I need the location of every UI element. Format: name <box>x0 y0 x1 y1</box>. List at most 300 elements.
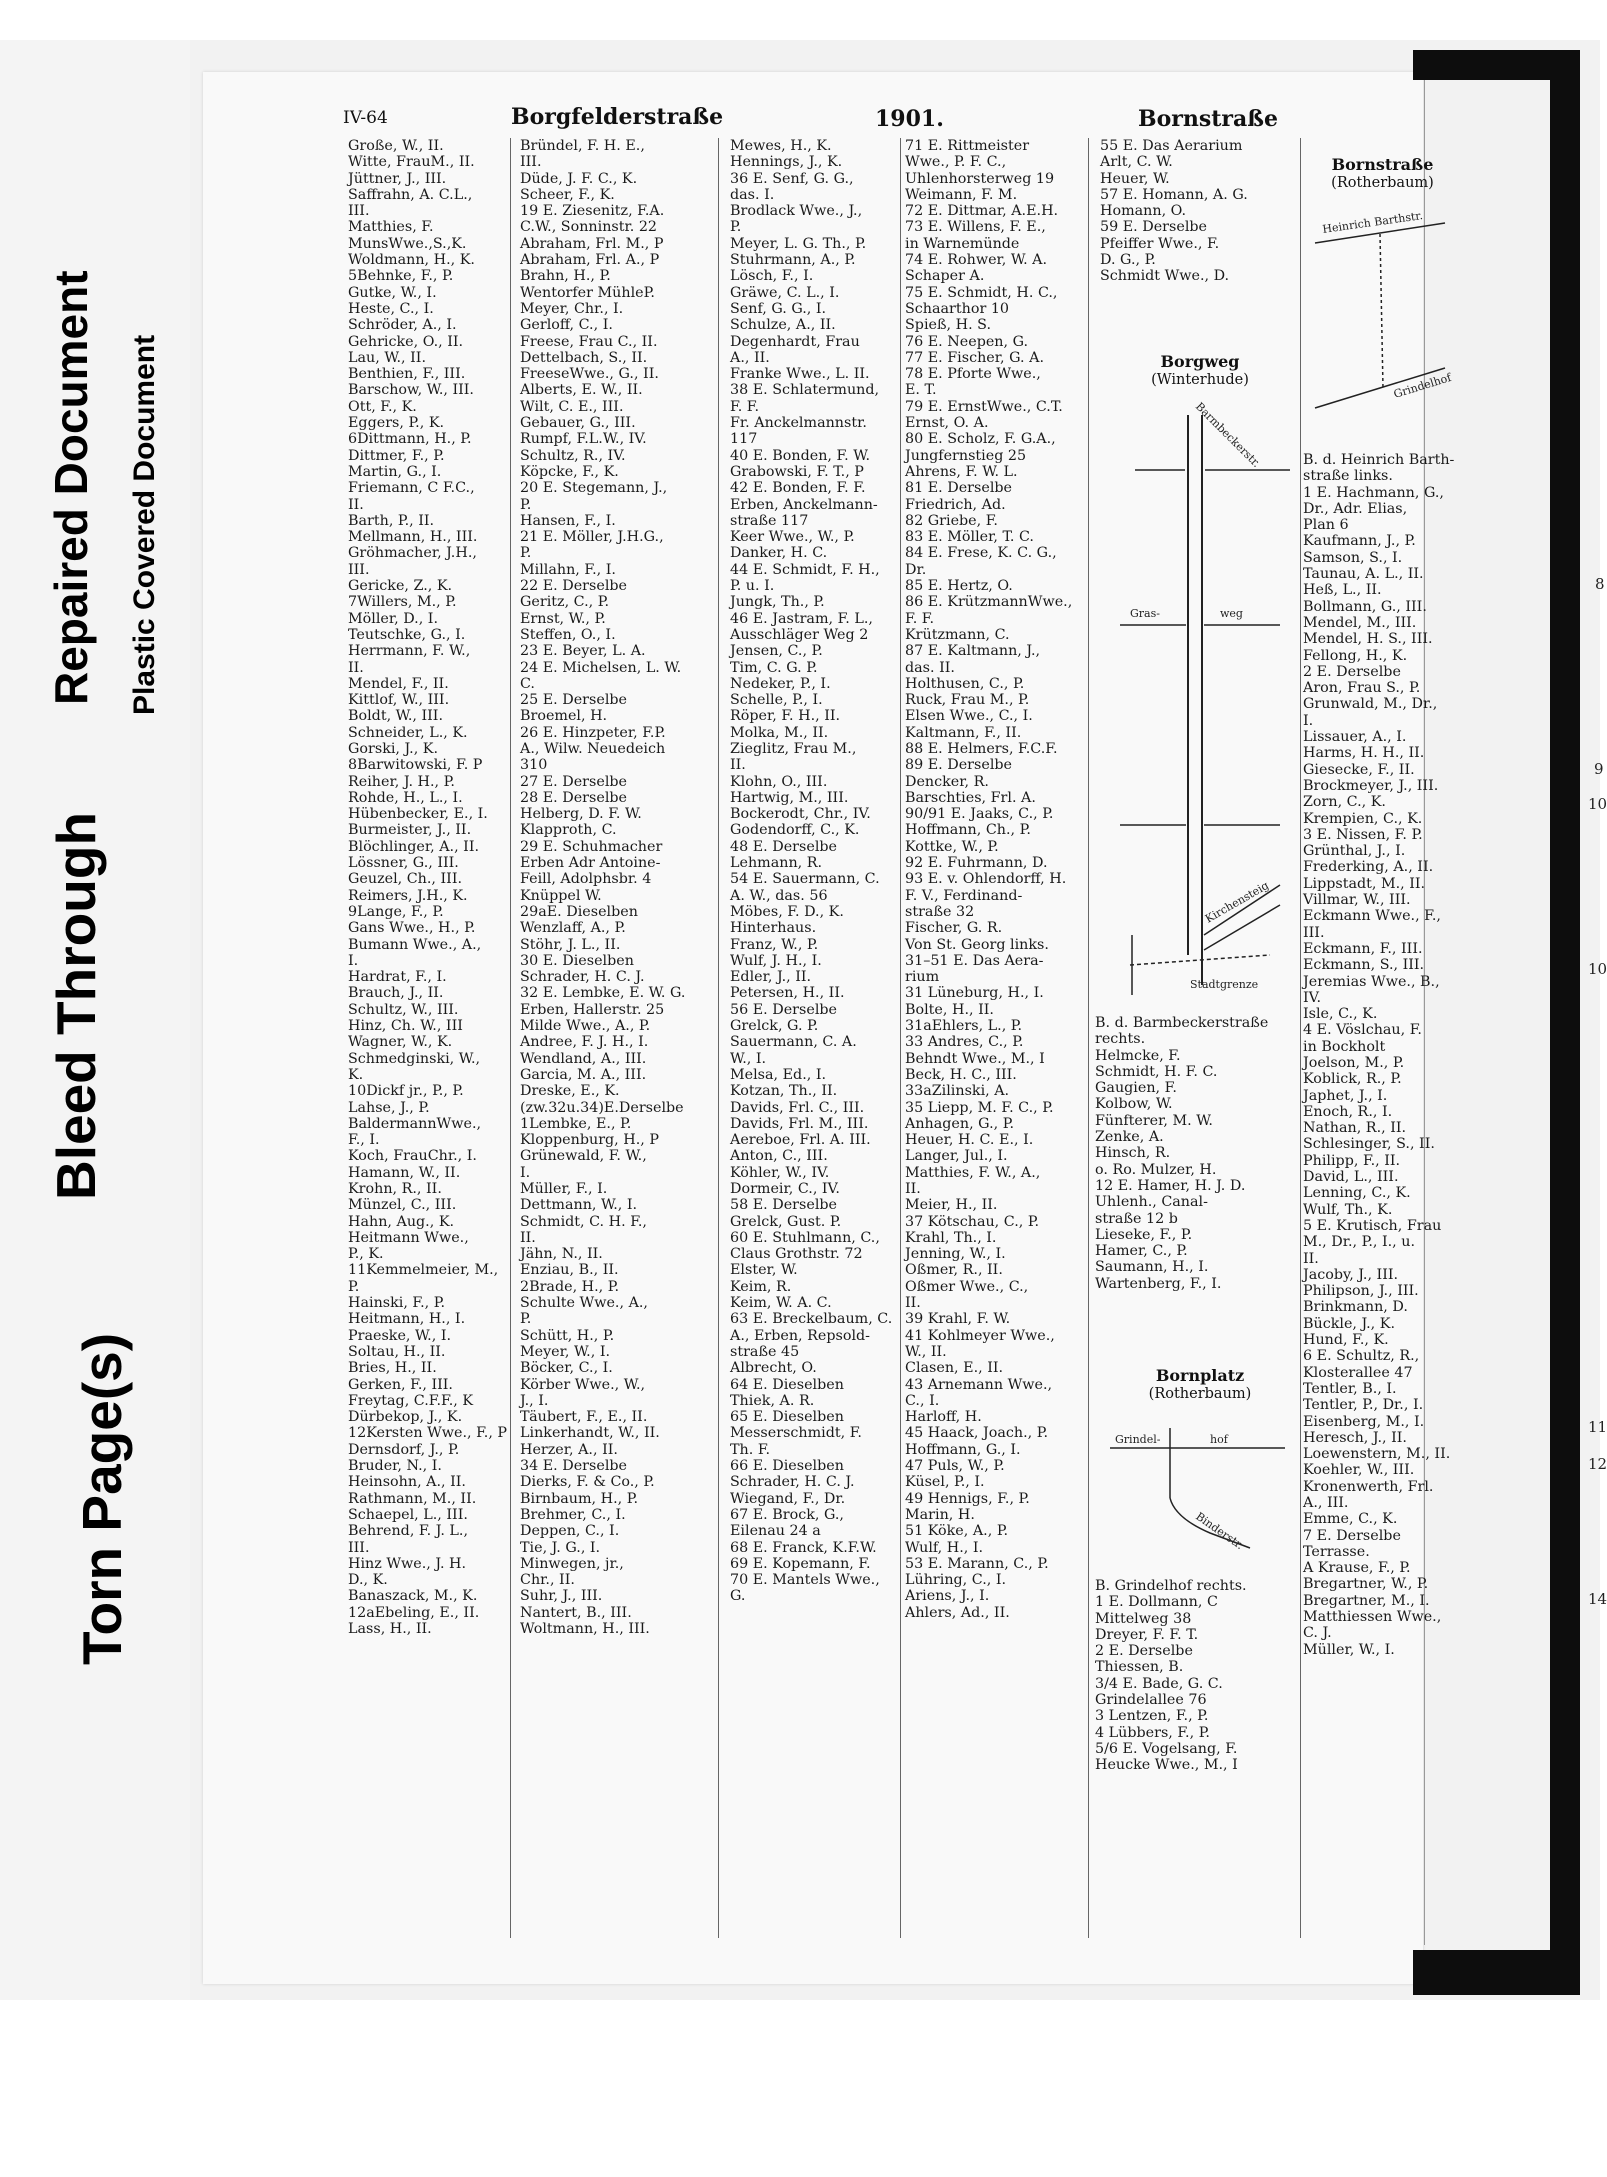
directory-entry-line: das. I. <box>730 186 775 203</box>
directory-entry-line: 58 E. Derselbe <box>730 1197 838 1214</box>
directory-entry-line: Suhr, J., III. <box>520 1588 603 1605</box>
directory-entry-line: 84 E. Frese, K. C. G., <box>905 545 1057 562</box>
directory-entry-line: das. II. <box>905 659 955 676</box>
directory-entry-line: Oßmer, R., II. <box>905 1262 1003 1279</box>
directory-entry-line: Benthien, F., III. <box>348 366 466 383</box>
directory-entry-line: 34 E. Derselbe <box>520 1458 628 1475</box>
directory-entry-line: 75 E. Schmidt, H. C., <box>905 284 1058 301</box>
directory-entry-line: Steffen, O., I. <box>520 626 616 643</box>
directory-entry-line: A., Wilw. Neuedeich <box>520 740 666 757</box>
directory-entry-line: Banaszack, M., K. <box>348 1588 478 1605</box>
directory-entry-line: Gröhmacher, J.H., <box>348 545 477 562</box>
directory-entry-line: Matthies, F. <box>348 219 434 236</box>
stamp-torn-pages: Torn Page(s) <box>71 1332 133 1665</box>
directory-entry-line: 46 E. Jastram, F. L., <box>730 610 873 627</box>
directory-entry-line: P. u. I. <box>730 578 775 595</box>
directory-entry-line: Albrecht, O. <box>730 1360 817 1377</box>
directory-entry-line: in Bockholt <box>1303 1038 1386 1055</box>
directory-entry-line: C. J. <box>1303 1625 1332 1642</box>
directory-entry-line: Ernst, O. A. <box>905 415 989 432</box>
directory-entry-line: Dormeir, C., IV. <box>730 1181 840 1197</box>
directory-entry-line: 79 E. ErnstWwe., C.T. <box>905 398 1063 415</box>
directory-entry-line: 33aZilinski, A. <box>905 1083 1010 1100</box>
directory-entry-line: Brodlack Wwe., J., <box>730 203 863 220</box>
directory-entry-line: Tie, J. G., I. <box>520 1539 601 1556</box>
stamp-bleed-through: Bleed Through <box>45 811 107 1200</box>
column-rule <box>1300 138 1301 1938</box>
directory-entry-line: 51 Köke, A., P. <box>905 1523 1009 1540</box>
directory-entry-line: Beck, H. C., III. <box>905 1066 1017 1083</box>
directory-entry-line: Feill, Adolphsbr. 4 <box>520 871 652 888</box>
directory-entry-line: Enziau, B., II. <box>520 1262 619 1279</box>
directory-entry-line: Schultz, W., III. <box>348 1001 459 1018</box>
directory-entry-line: Pfeiffer Wwe., F. <box>1100 235 1220 252</box>
directory-entry-line: 25 E. Derselbe <box>520 692 628 709</box>
bornplatz-subtitle: (Rotherbaum) <box>1148 1386 1252 1402</box>
directory-entry-line: Messerschmidt, F. <box>730 1425 862 1442</box>
directory-entry-line: 3 E. Nissen, F. P. <box>1303 826 1423 843</box>
directory-entry-line: Tim, C. G. P. <box>730 659 818 676</box>
directory-entry-line: Grelck, Gust. P. <box>730 1213 842 1230</box>
directory-entry-line: Giesecke, F., II. <box>1303 761 1415 778</box>
directory-entry-line: Bollmann, G., III. <box>1303 598 1427 615</box>
directory-entry-line: Isle, C., K. <box>1303 1006 1378 1023</box>
directory-entry-line: 10Dickf jr., P., P. <box>348 1083 464 1100</box>
directory-entry-line: Hainski, F., P. <box>348 1295 446 1312</box>
directory-entry-line: 86 E. KrützmannWwe., <box>905 594 1073 611</box>
directory-entry-line: 40 E. Bonden, F. W. <box>730 447 871 464</box>
directory-entry-line: Mewes, H., K. <box>730 138 832 154</box>
borgweg-subtitle: (Winterhude) <box>1151 372 1249 388</box>
directory-entry-line: Schneider, L., K. <box>348 724 468 741</box>
directory-entry-line: 20 E. Stegemann, J., <box>520 480 668 497</box>
directory-entry-line: III. <box>520 154 542 171</box>
directory-entry-line: Schütt, H., P. <box>520 1327 615 1344</box>
directory-entry-line: Matthiessen Wwe., <box>1303 1609 1442 1626</box>
map-label: Grindelhof <box>1392 371 1453 401</box>
directory-entry-line: Schmidt Wwe., D. <box>1100 268 1230 285</box>
directory-entry-line: Lahse, J., P. <box>348 1099 430 1116</box>
directory-entry-line: Spieß, H. S. <box>905 317 992 334</box>
directory-entry-line: J., I. <box>520 1392 549 1409</box>
directory-entry-line: Homann, O. <box>1100 203 1187 220</box>
directory-entry-line: 2Brade, H., P. <box>520 1278 620 1295</box>
directory-entry-line: Kaufmann, J., P. <box>1303 533 1416 550</box>
directory-entry-line: 31–51 E. Das Aera- <box>905 952 1044 969</box>
directory-entry-line: P. <box>730 219 742 236</box>
directory-entry-line: Ausschläger Weg 2 <box>730 626 869 643</box>
directory-entry-line: Jeremias Wwe., B., <box>1303 973 1440 990</box>
directory-entry-line: F. V., Ferdinand- <box>905 887 1023 904</box>
directory-entry-line: 38 E. Schlatermund, <box>730 382 880 399</box>
directory-entry-line: C., I. <box>905 1392 940 1409</box>
directory-entry-line: Heucke Wwe., M., I <box>1095 1757 1238 1774</box>
directory-entry-line: 2 E. Derselbe <box>1095 1643 1193 1660</box>
directory-entry-line: Wendland, A., III. <box>520 1050 647 1067</box>
directory-entry-line: Kloppenburg, H., P <box>520 1132 659 1149</box>
directory-entry-line: Grindelallee 76 <box>1095 1692 1207 1709</box>
directory-entry-line: Meier, H., II. <box>905 1197 998 1214</box>
directory-entry-line: Lissauer, A., I. <box>1303 729 1407 746</box>
directory-entry-line: 11Kemmelmeier, M., <box>348 1262 499 1279</box>
directory-entry-line: Gaugien, F. <box>1095 1080 1177 1097</box>
directory-entry-line: Schaarthor 10 <box>905 300 1010 317</box>
directory-entry-line: Joelson, M., P. <box>1303 1054 1405 1071</box>
directory-entry-line: 49 Hennigs, F., P. <box>905 1490 1030 1507</box>
directory-entry-line: Martin, G., I. <box>348 463 442 480</box>
directory-entry-line: 48 E. Derselbe <box>730 838 838 855</box>
column-6 <box>1303 452 1463 1658</box>
directory-entry-line: Scheer, F., K. <box>520 186 615 203</box>
directory-entry-line: Petersen, H., II. <box>730 985 845 1002</box>
directory-entry-line: Eckmann, F., III. <box>1303 940 1423 957</box>
directory-entry-line: Möller, D., I. <box>348 610 438 627</box>
directory-entry-line: Hund, F., K. <box>1303 1332 1389 1349</box>
directory-entry-line: Jacoby, J., III. <box>1303 1266 1399 1283</box>
directory-entry-line: III. <box>348 1539 370 1556</box>
directory-entry-line: Edler, J., II. <box>730 969 812 986</box>
directory-entry-line: 47 Puls, W., P. <box>905 1458 1005 1475</box>
directory-entry-line: Hübenbecker, E., I. <box>348 806 488 823</box>
directory-entry-line: 44 E. Schmidt, F. H., <box>730 561 880 578</box>
map-label: Heinrich Barthstr. <box>1321 209 1424 236</box>
directory-entry-line: 72 E. Dittmar, A.E.H. <box>905 203 1059 220</box>
directory-entry-line: Molka, M., II. <box>730 724 829 741</box>
directory-entry-line: 310 <box>520 757 548 774</box>
directory-entry-line: o. Ro. Mulzer, H. <box>1095 1161 1217 1178</box>
directory-entry-line: Körber Wwe., W., <box>520 1376 646 1393</box>
map-label: hof <box>1210 1433 1228 1446</box>
edge-digit: 9 <box>1594 760 1604 778</box>
directory-entry-line: Keim, W. A. C. <box>730 1295 832 1312</box>
directory-entry-line: 1 E. Dollmann, C <box>1095 1594 1218 1611</box>
directory-entry-line: 78 E. Pforte Wwe., <box>905 366 1041 383</box>
directory-entry-line: II. <box>520 1229 536 1246</box>
stamp-repaired-document: Repaired Document <box>45 270 97 705</box>
directory-entry-line: E. T. <box>905 382 937 399</box>
dark-strip-top <box>1413 50 1580 80</box>
directory-entry-line: Möbes, F. D., K. <box>730 903 844 920</box>
column-rule <box>900 138 901 1938</box>
directory-entry-line: Hamer, C., P. <box>1095 1243 1188 1260</box>
directory-entry-line: B. d. Heinrich Barth- <box>1303 452 1455 468</box>
directory-entry-line: Hartwig, M., III. <box>730 789 849 806</box>
directory-entry-line: Hennings, J., K. <box>730 154 843 171</box>
directory-entry-line: Woltmann, H., III. <box>520 1621 650 1638</box>
directory-entry-line: Wilt, C. E., III. <box>520 398 624 415</box>
directory-entry-line: Abraham, Frl. A., P <box>520 252 660 269</box>
borgweg-street-map <box>1100 395 1300 1015</box>
directory-entry-line: Anhagen, G., P. <box>905 1115 1014 1132</box>
column-1 <box>348 138 508 1638</box>
directory-entry-line: G. <box>730 1588 746 1605</box>
directory-entry-line: Koehler, W., III. <box>1303 1462 1415 1479</box>
directory-entry-line: Klohn, O., III. <box>730 773 828 790</box>
directory-entry-line: Dr., Adr. Elias, <box>1303 500 1408 517</box>
directory-entry-line: Uhlenh., Canal- <box>1095 1194 1208 1211</box>
column-4 <box>905 138 1083 1621</box>
directory-entry-line: Franke Wwe., L. II. <box>730 366 870 383</box>
directory-entry-line: Mendel, H. S., III. <box>1303 631 1433 648</box>
directory-entry-line: A., III. <box>1303 1495 1349 1511</box>
map-street-line <box>1130 955 1270 965</box>
directory-entry-line: 23 E. Beyer, L. A. <box>520 643 646 660</box>
bornstrasse-street-map <box>1305 198 1465 443</box>
directory-entry-line: Tentler, B., I. <box>1303 1380 1397 1397</box>
directory-entry-line: Dreske, E., K. <box>520 1083 620 1100</box>
directory-entry-line: Hinsch, R. <box>1095 1145 1171 1162</box>
directory-entry-line: Philipp, F., II. <box>1303 1152 1401 1169</box>
directory-entry-line: Behndt Wwe., M., I <box>905 1050 1045 1067</box>
directory-entry-line: Meyer, W., I. <box>520 1343 611 1360</box>
borgweg-title: Borgweg <box>1160 352 1240 371</box>
directory-entry-line: Schmidt, C. H. F., <box>520 1213 647 1230</box>
directory-entry-line: 32 E. Lembke, E. W. G. <box>520 985 686 1002</box>
directory-entry-line: B. Grindelhof rechts. <box>1095 1578 1247 1594</box>
directory-entry-line: 37 Kötschau, C., P. <box>905 1213 1040 1230</box>
directory-entry-line: Keim, R. <box>730 1278 792 1295</box>
directory-entry-line: Godendorff, C., K. <box>730 822 860 839</box>
directory-entry-line: 5/6 E. Vogelsang, F. <box>1095 1740 1238 1757</box>
directory-entry-line: Holthusen, C., P. <box>905 675 1025 692</box>
directory-entry-line: 8Barwitowski, F. P <box>348 757 483 774</box>
directory-entry-line: P. <box>520 1311 532 1328</box>
directory-entry-line: Müller, F., I. <box>520 1181 608 1197</box>
directory-entry-line: Hinz Wwe., J. H. <box>348 1555 467 1572</box>
directory-entry-line: Klapproth, C. <box>520 822 617 839</box>
directory-entry-line: Erben, Anckelmann- <box>730 496 878 513</box>
directory-entry-line: Alberts, E. W., II. <box>520 382 643 399</box>
directory-entry-line: Milde Wwe., A., P. <box>520 1018 651 1035</box>
directory-entry-line: 45 Haack, Joach., P. <box>905 1425 1048 1442</box>
directory-entry-line: Lau, W., II. <box>348 349 426 366</box>
directory-entry-line: Teutschke, G., I. <box>348 626 466 643</box>
directory-entry-line: Schrader, H. C. J. <box>520 969 645 986</box>
directory-entry-line: D., K. <box>348 1572 388 1589</box>
directory-entry-line: Wulf, J. H., I. <box>730 952 822 969</box>
directory-entry-line: 87 E. Kaltmann, J., <box>905 643 1041 660</box>
column-3 <box>730 138 898 1605</box>
directory-entry-line: Krützmann, C. <box>905 626 1010 643</box>
directory-entry-line: Lehmann, R. <box>730 855 823 872</box>
directory-entry-line: Täubert, F., E., II. <box>520 1409 648 1426</box>
directory-entry-line: 5 E. Krutisch, Frau <box>1303 1217 1442 1234</box>
directory-entry-line: Hinz, Ch. W., III <box>348 1018 463 1035</box>
stamp-plastic-covered-document: Plastic Covered Document <box>128 334 161 715</box>
directory-entry-line: K. <box>348 1066 364 1083</box>
directory-entry-line: Aereboe, Frl. A. III. <box>730 1132 871 1149</box>
directory-entry-line: Gorski, J., K. <box>348 740 439 757</box>
directory-entry-line: straße links. <box>1303 468 1393 485</box>
directory-entry-line: 68 E. Franck, K.F.W. <box>730 1539 877 1556</box>
directory-entry-line: Reiher, J. H., P. <box>348 773 455 790</box>
edge-digit: 14 <box>1588 1590 1607 1608</box>
page-number: IV-64 <box>343 108 388 128</box>
directory-entry-line: 3/4 E. Bade, G. C. <box>1095 1675 1223 1692</box>
directory-entry-line: Jungk, Th., P. <box>730 594 825 611</box>
directory-entry-line: 92 E. Fuhrmann, D. <box>905 855 1048 872</box>
column-5-middle <box>1095 1015 1295 1292</box>
directory-entry-line: 1Lembke, E., P. <box>520 1115 632 1132</box>
column-5-bottom <box>1095 1578 1295 1774</box>
left-sidebar <box>0 40 190 2000</box>
directory-entry-line: Japhet, J., I. <box>1303 1087 1388 1104</box>
directory-entry-line: A., Erben, Repsold- <box>730 1327 871 1344</box>
edge-digit: 10 <box>1588 960 1607 978</box>
directory-entry-line: 27 E. Derselbe <box>520 773 628 790</box>
directory-entry-line: Oßmer Wwe., C., <box>905 1278 1029 1295</box>
directory-entry-line: Plan 6 <box>1303 517 1349 534</box>
directory-entry-line: Röper, F. H., II. <box>730 708 841 725</box>
directory-entry-line: Wiegand, F., Dr. <box>730 1490 846 1507</box>
directory-entry-line: Zorn, C., K. <box>1303 794 1386 811</box>
directory-entry-line: Gehricke, O., II. <box>348 333 464 350</box>
directory-entry-line: Wentorfer MühleP. <box>520 284 655 301</box>
directory-entry-line: 7 E. Derselbe <box>1303 1527 1401 1544</box>
directory-entry-line: Düde, J. F. C., K. <box>520 170 638 187</box>
directory-entry-line: 56 E. Derselbe <box>730 1001 838 1018</box>
directory-entry-line: Bruder, N., I. <box>348 1458 442 1475</box>
directory-entry-line: Nathan, R., II. <box>1303 1120 1407 1137</box>
directory-entry-line: 71 E. Rittmeister <box>905 138 1030 154</box>
directory-entry-line: Nantert, B., III. <box>520 1604 632 1621</box>
directory-entry-line: Dreyer, F. F. T. <box>1095 1626 1199 1643</box>
directory-entry-line: Abraham, Frl. M., P <box>520 235 664 252</box>
directory-entry-line: 35 Liepp, M. F. C., P. <box>905 1099 1054 1116</box>
dark-strip-right <box>1550 80 1580 1950</box>
bornplatz-street-map <box>1100 1408 1300 1568</box>
directory-entry-line: 29 E. Schuhmacher <box>520 838 663 855</box>
directory-entry-line: Müller, W., I. <box>1303 1641 1395 1658</box>
directory-entry-line: 65 E. Dieselben <box>730 1409 844 1426</box>
directory-entry-line: F., I. <box>348 1132 380 1149</box>
directory-entry-line: 76 E. Neepen, G. <box>905 333 1029 350</box>
directory-entry-line: Lenning, C., K. <box>1303 1185 1411 1202</box>
directory-entry-line: 64 E. Dieselben <box>730 1376 844 1393</box>
directory-entry-line: 85 E. Hertz, O. <box>905 578 1013 595</box>
directory-entry-line: Heuer, W. <box>1100 170 1170 187</box>
directory-entry-line: 12 E. Hamer, H. J. D. <box>1095 1177 1246 1194</box>
directory-entry-line: Clasen, E., II. <box>905 1360 1004 1377</box>
directory-entry-line: Gebauer, G., III. <box>520 415 636 432</box>
directory-entry-line: Hamann, W., II. <box>348 1164 461 1181</box>
directory-entry-line: Kronenwerth, Frl. <box>1303 1478 1434 1495</box>
directory-entry-line: 67 E. Brock, G., <box>730 1506 844 1523</box>
map-label: Kirchensteig <box>1203 878 1271 926</box>
directory-entry-line: Rumpf, F.L.W., IV. <box>520 431 647 448</box>
directory-entry-line: F. F. <box>905 610 935 627</box>
directory-entry-line: Eckmann, S., III. <box>1303 957 1425 974</box>
directory-entry-line: Langer, Jul., I. <box>905 1148 1008 1165</box>
directory-entry-line: Brahn, H., P. <box>520 268 611 285</box>
directory-entry-line: Knüppel W. <box>520 887 602 904</box>
directory-entry-line: Ott, F., K. <box>348 398 417 415</box>
directory-entry-line: 73 E. Willens, F. E., <box>905 219 1046 236</box>
directory-entry-line: Grünewald, F. W., <box>520 1148 647 1165</box>
directory-entry-line: Burmeister, J., II. <box>348 822 472 839</box>
directory-entry-line: Behrend, F. J. L., <box>348 1523 468 1540</box>
directory-entry-line: 1 E. Hachmann, G., <box>1303 484 1444 501</box>
directory-entry-line: Bregartner, M., I. <box>1303 1592 1430 1609</box>
directory-entry-line: Schlesinger, S., II. <box>1303 1136 1435 1153</box>
directory-entry-line: M., Dr., P., I., u. <box>1303 1234 1416 1251</box>
directory-entry-line: 89 E. Derselbe <box>905 757 1013 774</box>
directory-entry-line: Helmcke, F. <box>1095 1047 1181 1064</box>
directory-entry-line: Meyer, L. G. Th., P. <box>730 235 867 252</box>
directory-entry-line: Ariens, J., I. <box>905 1588 990 1605</box>
directory-entry-line: Ahrens, F. W. L. <box>905 463 1018 480</box>
directory-entry-line: Geuzel, Ch., III. <box>348 871 463 888</box>
directory-entry-line: III. <box>348 561 370 578</box>
directory-entry-line: Gerken, F., III. <box>348 1376 453 1393</box>
directory-entry-line: Kaltmann, F., II. <box>905 724 1022 741</box>
directory-entry-line: 55 E. Das Aerarium <box>1100 138 1243 154</box>
directory-entry-line: Ruck, Frau M., P. <box>905 692 1030 709</box>
directory-entry-line: Münzel, C., III. <box>348 1197 457 1214</box>
directory-entry-line: Lösch, F., I. <box>730 268 814 285</box>
directory-entry-line: Chr., II. <box>520 1572 575 1589</box>
directory-entry-line: I. <box>348 952 359 969</box>
directory-entry-line: Dr. <box>905 561 927 578</box>
directory-entry-line: Tentler, P., Dr., I. <box>1303 1397 1424 1414</box>
directory-entry-line: Erben Adr Antoine- <box>520 855 661 872</box>
directory-entry-line: Minwegen, jr., <box>520 1555 624 1572</box>
directory-entry-line: Th. F. <box>730 1441 771 1458</box>
directory-entry-line: III. <box>348 203 370 220</box>
directory-entry-line: 42 E. Bonden, F. F. <box>730 480 866 497</box>
directory-entry-line: P. <box>520 496 532 513</box>
directory-entry-line: Dernsdorf, J., P. <box>348 1441 460 1458</box>
directory-entry-line: Köpcke, F., K. <box>520 463 619 480</box>
directory-entry-line: P., K. <box>348 1246 384 1263</box>
directory-entry-line: Hoffmann, G., I. <box>905 1441 1021 1458</box>
directory-entry-line: Koblick, R., P. <box>1303 1071 1402 1088</box>
directory-entry-line: Dettelbach, S., II. <box>520 349 648 366</box>
directory-entry-line: Friemann, C F.C., <box>348 480 475 497</box>
directory-entry-line: W., I. <box>730 1050 767 1067</box>
directory-entry-line: Dencker, R. <box>905 773 989 790</box>
directory-entry-line: Melsa, Ed., I. <box>730 1066 827 1083</box>
directory-entry-line: Brockmeyer, J., III. <box>1303 777 1439 794</box>
directory-entry-line: III. <box>1303 924 1325 941</box>
directory-entry-line: 12aEbeling, E., II. <box>348 1604 480 1621</box>
street-title-left: Borgfelderstraße <box>511 104 724 130</box>
directory-entry-line: BaldermannWwe., <box>348 1115 482 1132</box>
dark-strip-bottom <box>1413 1950 1580 1995</box>
directory-entry-line: Herrmann, F. W., <box>348 643 471 660</box>
directory-entry-line: FreeseWwe., G., II. <box>520 366 659 383</box>
directory-entry-line: Wagner, W., K. <box>348 1034 453 1051</box>
directory-entry-line: Wenzlaff, A., P. <box>520 920 626 937</box>
directory-entry-line: Ernst, W., P. <box>520 610 606 627</box>
directory-entry-line: Emme, C., K. <box>1303 1511 1398 1528</box>
directory-entry-line: Helberg, D. F. W. <box>520 806 642 823</box>
directory-entry-line: Mittelweg 38 <box>1095 1610 1192 1627</box>
directory-entry-line: 31aEhlers, L., P. <box>905 1018 1023 1035</box>
directory-entry-line: Kottke, W., P. <box>905 838 999 855</box>
directory-entry-line: Schulze, A., II. <box>730 317 836 334</box>
directory-entry-line: 5Behnke, F., P. <box>348 268 454 285</box>
directory-entry-line: Aron, Frau S., P. <box>1303 680 1421 697</box>
directory-entry-line: Herzer, A., II. <box>520 1441 618 1458</box>
directory-entry-line: Elster, W. <box>730 1262 798 1279</box>
directory-entry-line: Thiessen, B. <box>1095 1659 1184 1676</box>
directory-entry-line: Dierks, F. & Co., P. <box>520 1474 655 1491</box>
directory-entry-line: Barschties, Frl. A. <box>905 789 1036 806</box>
map-label: Grindel- <box>1115 1433 1161 1446</box>
directory-entry-line: Brehmer, C., I. <box>520 1506 626 1523</box>
directory-entry-line: Geritz, C., P. <box>520 594 609 611</box>
